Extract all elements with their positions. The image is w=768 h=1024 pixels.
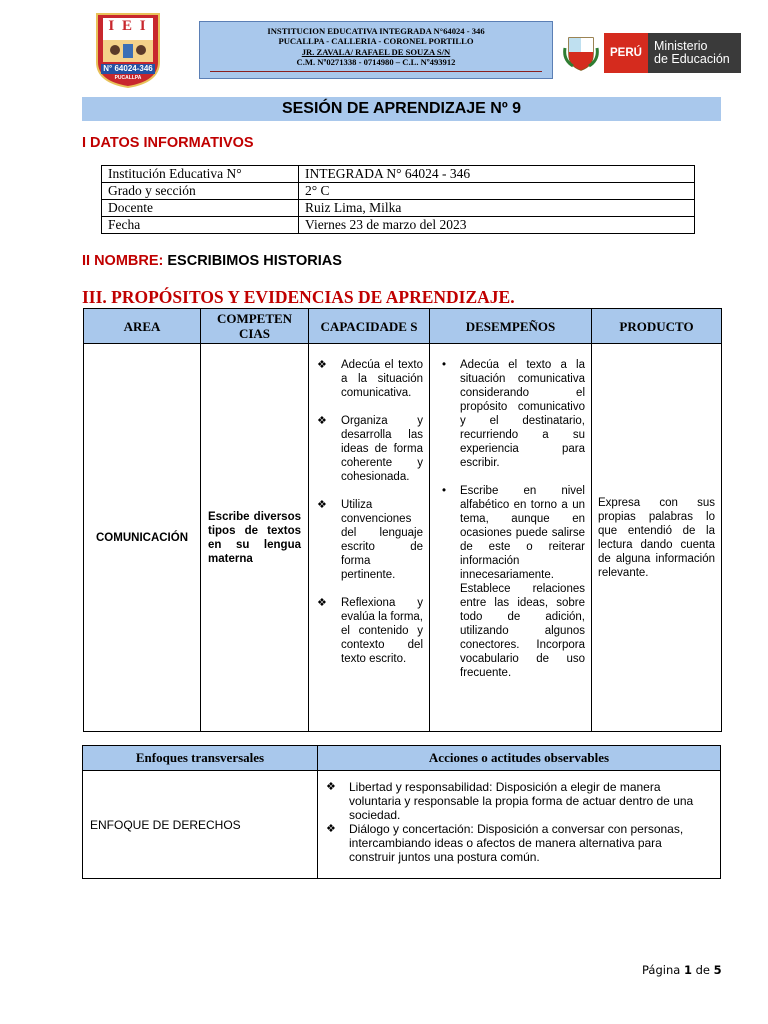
institution-line-3: JR. ZAVALA/ RAFAEL DE SOUZA S/N [301,46,451,57]
peru-label [604,33,648,73]
section-3-heading: III. PROPÓSITOS Y EVIDENCIAS DE APRENDIZAJE. [82,287,515,307]
desempenos-cell [430,344,592,732]
list-item [315,358,423,400]
minedu-logo [604,33,741,73]
table-header-row [83,746,721,771]
institution-line-1: INSTITUCION EDUCATIVA INTEGRADA N°64024 - 346 [267,26,485,36]
table-row [102,166,695,183]
list-item [326,822,710,864]
diamond-bullet-icon: ❖ [317,415,327,427]
column-header-competencias: COMPETEN CIAS [201,309,309,344]
info-label: Docente [102,200,299,217]
table-row [84,344,722,732]
purposes-table [83,308,722,732]
enfoques-table [82,745,721,879]
enfoque-name: ENFOQUE DE DERECHOS [83,771,318,879]
column-header-producto: PRODUCTO [592,309,722,344]
page-current: 1 [683,963,692,977]
session-name: ESCRIBIMOS HISTORIAS [167,253,342,269]
list-item [436,358,585,470]
diamond-bullet-icon: ❖ [317,597,327,609]
column-header-capacidades: CAPACIDADE S [309,309,430,344]
ministry-line-1: Ministerio [654,39,708,53]
info-label: Institución Educativa N° [102,166,299,183]
competencia-cell: Escribe diversos tipos de textos en su lengua materna [201,344,309,732]
info-label: Fecha [102,217,299,234]
diamond-bullet-icon: ❖ [326,823,336,835]
area-cell: COMUNICACIÓN [84,344,201,732]
logo-number: N° 64024-346 [103,64,153,73]
table-row [102,217,695,234]
page-de: de [695,963,710,977]
capacidad-text: Organiza y desarrolla las ideas de forma coherente y cohesionada. [341,415,423,483]
column-header-acciones: Acciones o actitudes observables [318,746,721,771]
info-value: Viernes 23 de marzo del 2023 [299,217,695,234]
page-total: 5 [713,963,722,977]
table-row [102,183,695,200]
desempeno-text: Escribe en nivel alfabético en torno a un tema, aunque en ocasiones puede salirse de este o reiterar información innecesariamente. Establece relaciones entre las ideas, sobre todo de adición, utilizando algunos conectores. Incorpora vocabulario de uso frecuente. [460,485,585,679]
peru-shield-icon [563,34,599,72]
info-value: Ruiz Lima, Milka [299,200,695,217]
section-1-heading: I DATOS INFORMATIVOS [82,135,254,151]
capacidades-cell [309,344,430,732]
column-header-desempenos: DESEMPEÑOS [430,309,592,344]
session-title: SESIÓN DE APRENDIZAJE Nº 9 [82,97,721,121]
info-value: INTEGRADA N° 64024 - 346 [299,166,695,183]
bullet-icon: • [442,359,447,371]
section-2-prefix: II NOMBRE: [82,253,164,269]
action-text: Libertad y responsabilidad: Disposición a elegir de manera voluntaria y responsable la propia forma de actuar dentro de una sociedad. [349,780,694,822]
list-item [315,498,423,582]
page-number [642,963,722,977]
list-item [315,596,423,666]
diamond-bullet-icon: ❖ [317,499,327,511]
table-row [102,200,695,217]
info-table [101,165,695,234]
institution-header [199,21,553,79]
capacidad-text: Utiliza convenciones del lenguaje escrito de forma pertinente. [341,499,423,581]
capacidad-text: Adecúa el texto a la situación comunicativa. [341,359,423,399]
list-item [315,414,423,484]
column-header-area: AREA [84,309,201,344]
action-text: Diálogo y concertación: Disposición a conversar con personas, intercambiando ideas o afectos de manera alternativa para construir juntos una postura común. [349,822,684,864]
info-label: Grado y sección [102,183,299,200]
diamond-bullet-icon: ❖ [326,781,336,793]
logo-city: PUCALLPA [114,75,142,81]
bullet-icon: • [442,485,447,497]
ministry-label [648,33,741,73]
institution-line-2: PUCALLPA - CALLERIA - CORONEL PORTILLO [278,36,474,47]
logo-letters: I E I [108,18,148,34]
acciones-cell [318,771,721,879]
producto-cell: Expresa con sus propias palabras lo que entendió de la lectura dando cuenta de alguna información relevante. [592,344,722,732]
ministry-line-2: de Educación [654,52,730,66]
page-word: Página [642,963,681,977]
table-header-row [84,309,722,344]
section-2-heading [82,253,342,269]
school-logo [95,12,161,88]
desempeno-text: Adecúa el texto a la situación comunicativa considerando el propósito comunicativo y el destinatario, recurriendo a su experiencia para escribir. [460,359,585,469]
table-row [83,771,721,879]
list-item [326,780,710,822]
info-value: 2° C [299,183,695,200]
peru-text: PERÚ [610,47,642,59]
diamond-bullet-icon: ❖ [317,359,327,371]
capacidad-text: Reflexiona y evalúa la forma, el contenido y contexto del texto escrito. [341,597,423,665]
list-item [436,484,585,680]
column-header-enfoques: Enfoques transversales [83,746,318,771]
institution-line-4: C.M. Nº0271338 - 0714980 – C.L. Nº493912 [296,56,456,67]
